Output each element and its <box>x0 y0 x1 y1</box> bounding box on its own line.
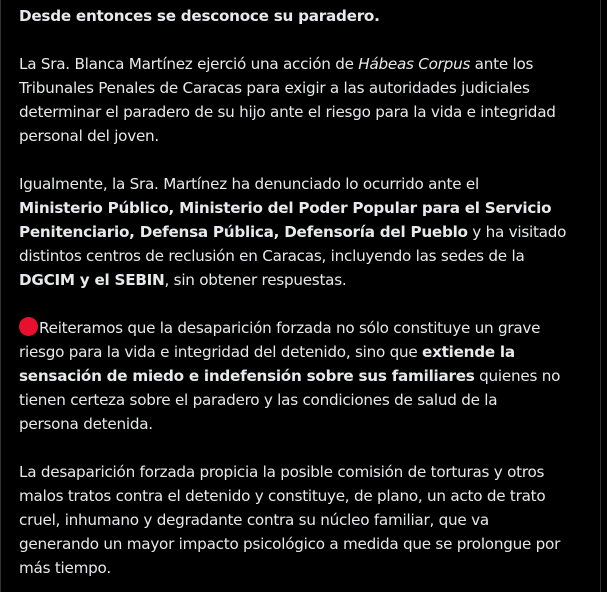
paragraph-4-line-2 <box>19 340 591 364</box>
paragraph-5-line-2: malos tratos contra el detenido y constituye, de plano, un acto de trato <box>19 487 546 505</box>
text-segment: Reiteramos que la desaparición forzada no sólo constituye un grave <box>39 319 541 337</box>
scrollbar-track[interactable] <box>602 0 607 592</box>
bold-text: Ministerio Público, Ministerio del Poder Popular para el Servicio <box>19 199 552 217</box>
text-segment: ante los <box>470 55 534 73</box>
paragraph-5-line-1: La desaparición forzada propicia la posible comisión de torturas y otros <box>19 463 545 481</box>
paragraph-4-line-3 <box>19 364 591 388</box>
paragraph-5-line-3: cruel, inhumano y degradante contra su núcleo familiar, que va <box>19 511 489 529</box>
paragraph-5-line-5: más tiempo. <box>19 559 111 577</box>
text-segment: riesgo para la vida e integridad del detenido, sino que <box>19 343 423 361</box>
paragraph-break <box>19 436 591 460</box>
text-segment: y ha visitado <box>467 223 567 241</box>
bold-text: DGCIM y el SEBIN <box>19 271 165 289</box>
bold-text: Penitenciario, Defensa Pública, Defensoría del Pueblo <box>19 223 468 241</box>
paragraph-break <box>19 28 591 52</box>
text-segment: , sin obtener respuestas. <box>164 271 347 289</box>
paragraph-5-line-4: generando un mayor impacto psicológico a medida que se prolongue por <box>19 535 561 553</box>
paragraph-3-line-4: distintos centros de reclusión en Caracas, incluyendo las sedes de la <box>19 247 525 265</box>
paragraph-break <box>19 148 591 172</box>
paragraph-break <box>19 292 591 316</box>
paragraph-2-line-4: personal del joven. <box>19 127 159 145</box>
paragraph-2-line-2: Tribunales Penales de Caracas para exigir a las autoridades judiciales <box>19 79 530 97</box>
paragraph-3-line-1: Igualmente, la Sra. Martínez ha denunciado lo ocurrido ante el <box>19 175 479 193</box>
red-circle-icon <box>19 317 38 336</box>
paragraph-2-line-1 <box>19 52 591 76</box>
paragraph-3-line-3 <box>19 220 591 244</box>
italic-text: Hábeas Corpus <box>358 55 471 73</box>
paragraph-3-line-5 <box>19 268 591 292</box>
text-segment: quienes no <box>474 367 561 385</box>
bold-text: extiende la <box>422 343 515 361</box>
paragraph-4-line-4: tienen certeza sobre el paradero y las condiciones de salud de la <box>19 391 498 409</box>
paragraph-4-line-1 <box>19 316 591 340</box>
post-text <box>19 4 591 580</box>
bold-text: sensación de miedo e indefensión sobre sus familiares <box>19 367 475 385</box>
paragraph-1-line-1 <box>19 4 591 28</box>
paragraph-4-line-5: persona detenida. <box>19 415 153 433</box>
text-segment: La Sra. Blanca Martínez ejerció una acción de <box>19 55 359 73</box>
paragraph-3-line-2 <box>19 196 591 220</box>
paragraph-2-line-3: determinar el paradero de su hijo ante el riesgo para la vida e integridad <box>19 103 556 121</box>
bold-text: Desde entonces se desconoce su paradero. <box>19 7 380 25</box>
